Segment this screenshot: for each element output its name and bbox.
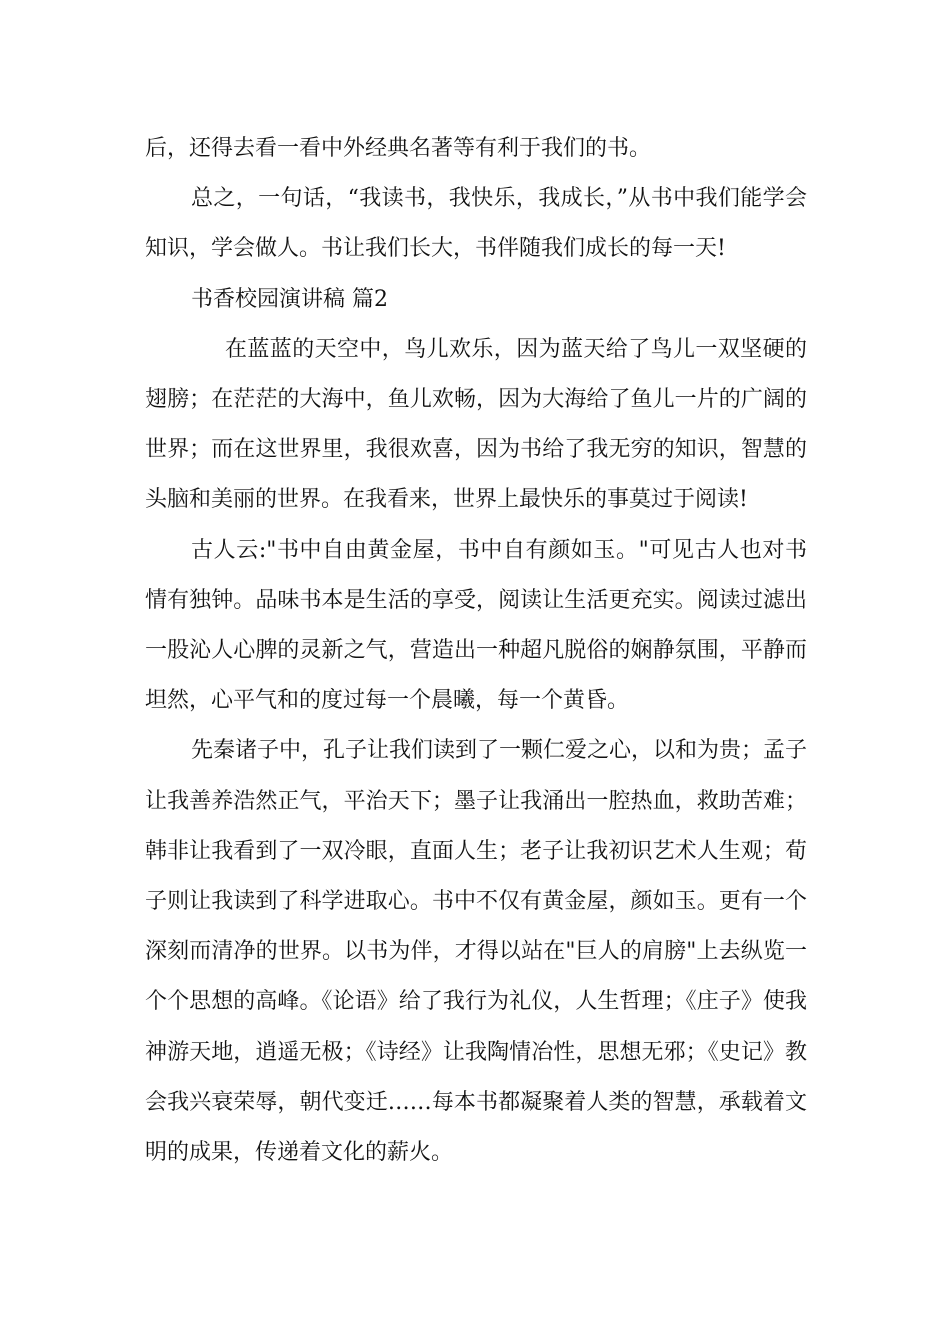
section-heading: 书香校园演讲稿 篇2: [191, 286, 388, 312]
paragraph-philosophers: 先秦诸子中，孔子让我们读到了一颗仁爱之心，以和为贵；孟子让我善养浩然正气，平治天下；墨子让我涌出一腔热血，救助苦难；韩非让我看到了一双冷眼，直面人生；老子让我初识艺术人生观；荀子则让我读到了科学进取心。书中不仅有黄金屋，颜如玉。更有一个深刻而清净的世界。以书为伴，才得以站在"巨人的肩膀"上去纵览一个个思想的高峰。《论语》给了我行为礼仪，人生哲理；《庄子》使我神游天地，逍遥无极；《诗经》让我陶情冶性，思想无邪；《史记》教会我兴衰荣辱，朝代变迁……每本书都凝聚着人类的智慧，承载着文明的成果，传递着文化的薪火。: [145, 738, 808, 1166]
body-text: [145, 124, 807, 1178]
paragraph-sky: 在蓝蓝的天空中，鸟儿欢乐，因为蓝天给了鸟儿一双坚硬的翅膀；在茫茫的大海中，鱼儿欢畅，因为大海给了鱼儿一片的广阔的世界；而在这世界里，我很欢喜，因为书给了我无穷的知识，智慧的头脑和美丽的世界。在我看来，世界上最快乐的事莫过于阅读!: [145, 336, 807, 513]
paragraph-continuation: 后，还得去看一看中外经典名著等有利于我们的书。: [145, 136, 652, 161]
paragraph-ancients: 古人云:"书中自由黄金屋，书中自有颜如玉。"可见古人也对书情有独钟。品味书本是生活的享受，阅读让生活更充实。阅读过滤出一股沁人心脾的灵新之气，营造出一种超凡脱俗的娴静氛围，平静而坦然，心平气和的度过每一个晨曦，每一个黄昏。: [145, 537, 807, 714]
paragraph-conclusion: 总之，一句话，“我读书，我快乐，我成长，”从书中我们能学会知识，学会做人。书让我们长大，书伴随我们成长的每一天!: [145, 186, 807, 262]
